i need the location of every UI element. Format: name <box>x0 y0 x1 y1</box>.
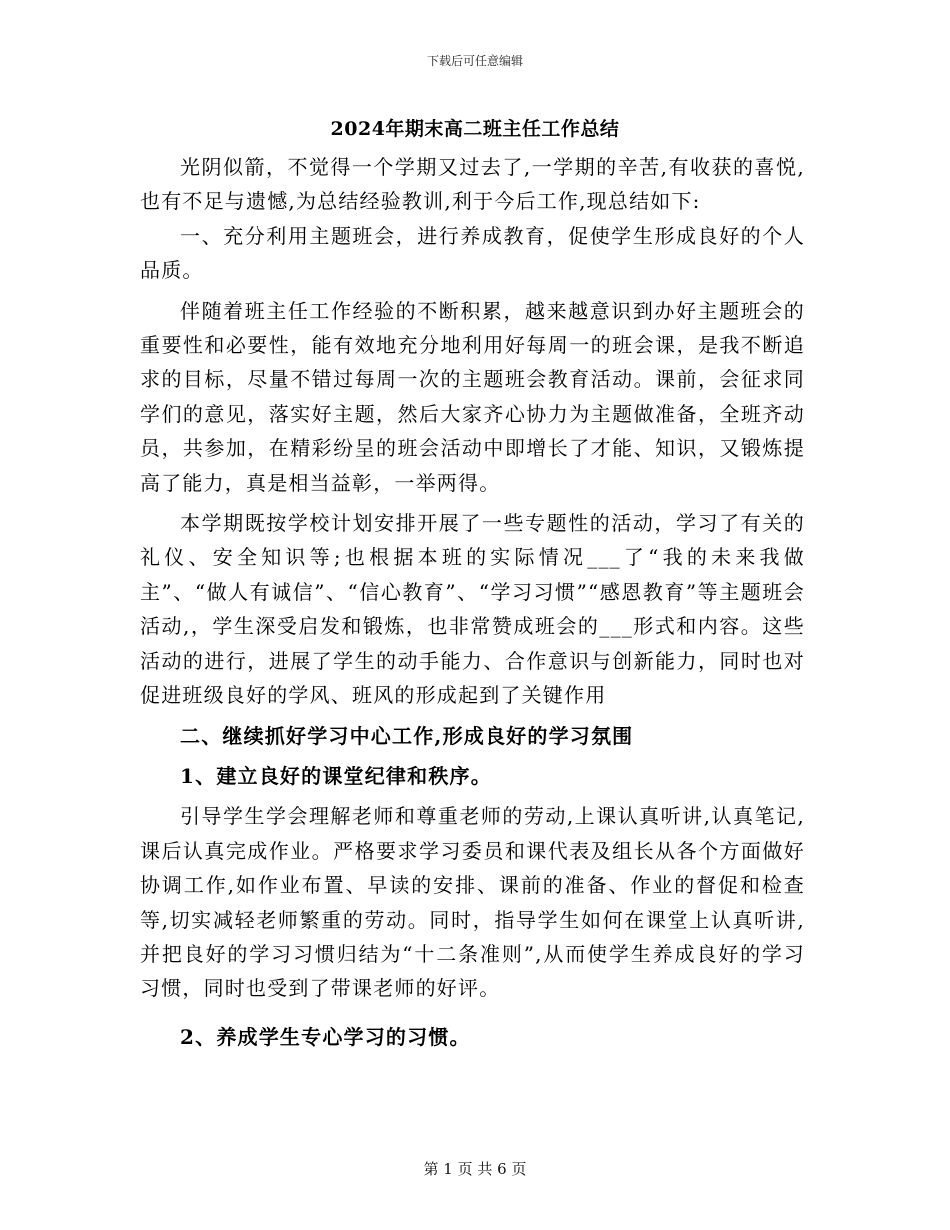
page-number-footer: 第 1 页 共 6 页 <box>423 1160 527 1178</box>
section-2-heading: 二、继续抓好学习中心工作,形成良好的学习氛围 <box>180 723 634 748</box>
section-1-paragraph-2: 本学期既按学校计划安排开展了一些专题性的活动，学习了有关的礼仪、安全知识等;也根据本班的实际情况___了“我的未来我做主”、“做人有诚信”、“信心教育”、“学习习惯”“感恩教育”等主题班会活动,，学生深受启发和锻炼，也非常赞成班会的___形式和内容。这些活动的进行，进展了学生的动手能力、合作意识与创新能力，同时也对促进班级良好的学风、班风的形成起到了关键作用 <box>140 511 805 708</box>
section-2-subheading-1: 1、建立良好的课堂纪律和秩序。 <box>180 763 492 788</box>
section-1-heading: 一、充分利用主题班会，进行养成教育，促使学生形成良好的个人品质。 <box>140 223 805 283</box>
page-header-note: 下载后可任意编辑 <box>426 54 523 68</box>
intro-paragraph: 光阴似箭，不觉得一个学期又过去了,一学期的辛苦,有收获的喜悦,也有不足与遗憾,为总结经验教训,利于今后工作,现总结如下: <box>140 155 805 214</box>
section-1-paragraph-1: 伴随着班主任工作经验的不断积累，越来越意识到办好主题班会的重要性和必要性，能有效地充分地利用好每周一的班会课，是我不断追求的目标，尽量不错过每周一次的主题班会教育活动。课前，会征求同学们的意见，落实好主题，然后大家齐心协力为主题做准备，全班齐动员，共参加，在精彩纷呈的班会活动中即增长了才能、知识，又锻炼提高了能力，真是相当益彰，一举两得。 <box>140 298 805 495</box>
section-2-subheading-2: 2、养成学生专心学习的习惯。 <box>180 1024 471 1049</box>
document-body <box>140 150 805 1054</box>
document-title: 2024年期末高二班主任工作总结 <box>330 118 620 140</box>
section-2-paragraph-1: 引导学生学会理解老师和尊重老师的劳动,上课认真听讲,认真笔记,课后认真完成作业。严格要求学习委员和课代表及组长从各个方面做好协调工作,如作业布置、早读的安排、课前的准备、作业的督促和检查等,切实减轻老师繁重的劳动。同时，指导学生如何在课堂上认真听讲,并把良好的学习习惯归结为“十二条准则”,从而使学生养成良好的学习习惯，同时也受到了带课老师的好评。 <box>140 804 805 1001</box>
